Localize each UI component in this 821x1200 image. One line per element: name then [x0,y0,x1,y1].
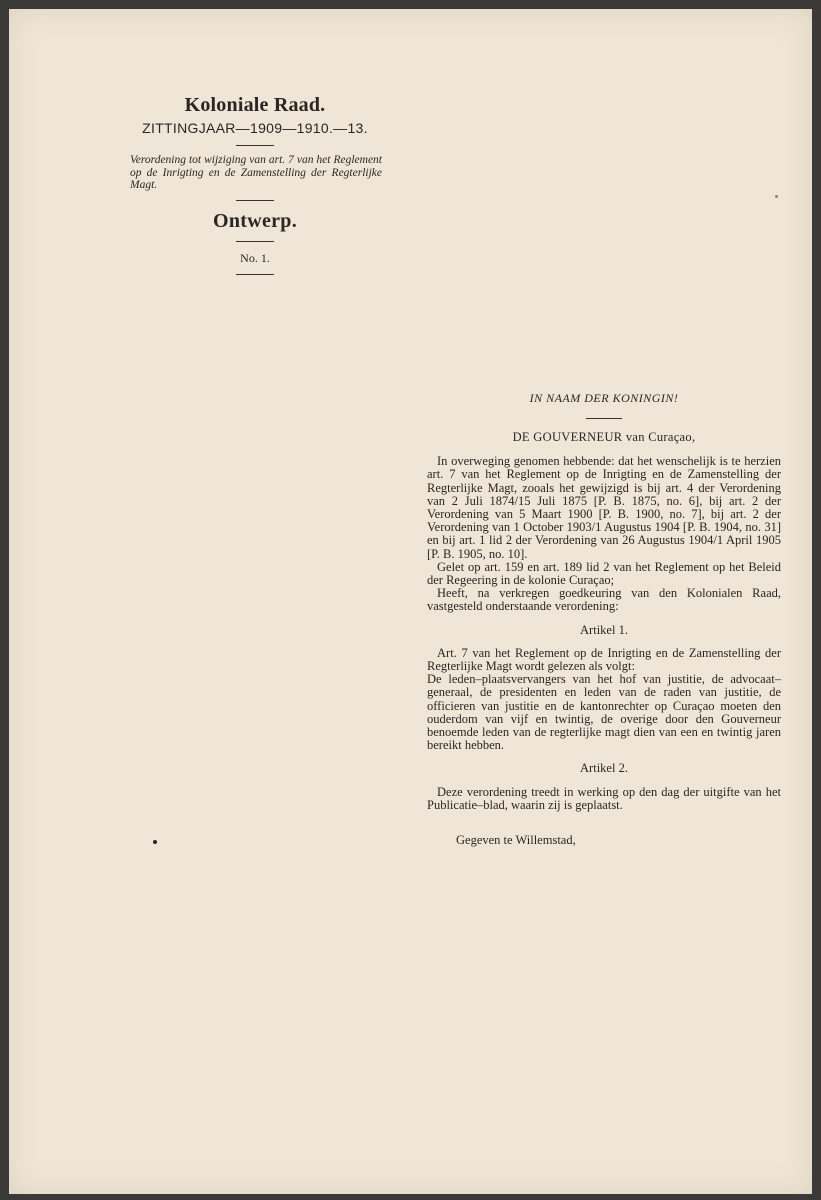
preamble-paragraph: Gelet op art. 159 en art. 189 lid 2 van het Reglement op het Beleid der Regeering in de kolonie Curaçao; [427,559,781,588]
invocation: IN NAAM DER KONINGIN! [529,391,679,405]
document-number: No. 1. [240,250,270,265]
council-title: Koloniale Raad. [184,94,326,116]
governor-line: DE GOUVERNEUR van Curaçao, [512,430,696,444]
ink-spot [775,195,778,198]
article-1-text: De leden–plaatsvervangers van het hof van justitie, de advocaat–generaal, de presidenten en leden van de raden van justitie, de officieren van justitie en de kantonrechter op Curaçao moeten den ouderdom van vijf en twintig, de overige door den Gouverneur benoemde leden van de regterlijke magt dien van een en twintig jaren bereikt hebben. [427,672,781,753]
divider [236,145,274,146]
given-at: Gegeven te Willemstad, [456,833,576,848]
preamble-paragraph: In overweging genomen hebbende: dat het wenschelijk is te herzien art. 7 van het Reglement op de Inrigting en de Zamenstelling der Regterlijke Magt, zooals het gewijzigd is bij art. 4 der Verordening van 2 Juli 1874/15 Juli 1875 [P. B. 1875, no. 6], bij art. 2 der Verordening van 5 Maart 1900 [P. B. 1900, no. 7], bij art. 2 der Verordening van 1 October 1903/1 Augustus 1904 [P. B. 1904, no. 31] en bij art. 1 lid 2 der Verordening van 26 Augustus 1904/1 April 1905 [P. B. 1905, no. 10]. [427,454,781,561]
document-page [9,9,812,1194]
article-1-heading: Artikel 1. [580,622,628,637]
article-1-intro: Art. 7 van het Reglement op de Inrigting en de Zamenstelling der Regterlijke Magt wordt gelezen als volgt: [427,645,781,674]
ordinance-body [427,390,781,847]
preamble-paragraph: Heeft, na verkregen goedkeuring van den Kolonialen Raad, vastgesteld onderstaande verordening: [427,586,781,614]
draft-label: Ontwerp. [212,209,298,232]
divider [586,418,622,419]
article-2-heading: Artikel 2. [580,761,628,776]
divider [236,241,274,242]
divider [236,274,274,275]
ink-spot [153,840,157,844]
session-year: ZITTINGJAAR—1909—1910.—13. [142,120,368,136]
document-header [124,93,386,283]
divider [236,200,274,201]
article-2-text: Deze verordening treedt in werking op den dag der uitgifte van het Publicatie–blad, waarin zij is geplaatst. [427,784,781,812]
ordinance-subject: Verordening tot wijziging van art. 7 van het Reglement op de Inrigting en de Zamenstelling der Regterlijke Magt. [130,154,382,191]
